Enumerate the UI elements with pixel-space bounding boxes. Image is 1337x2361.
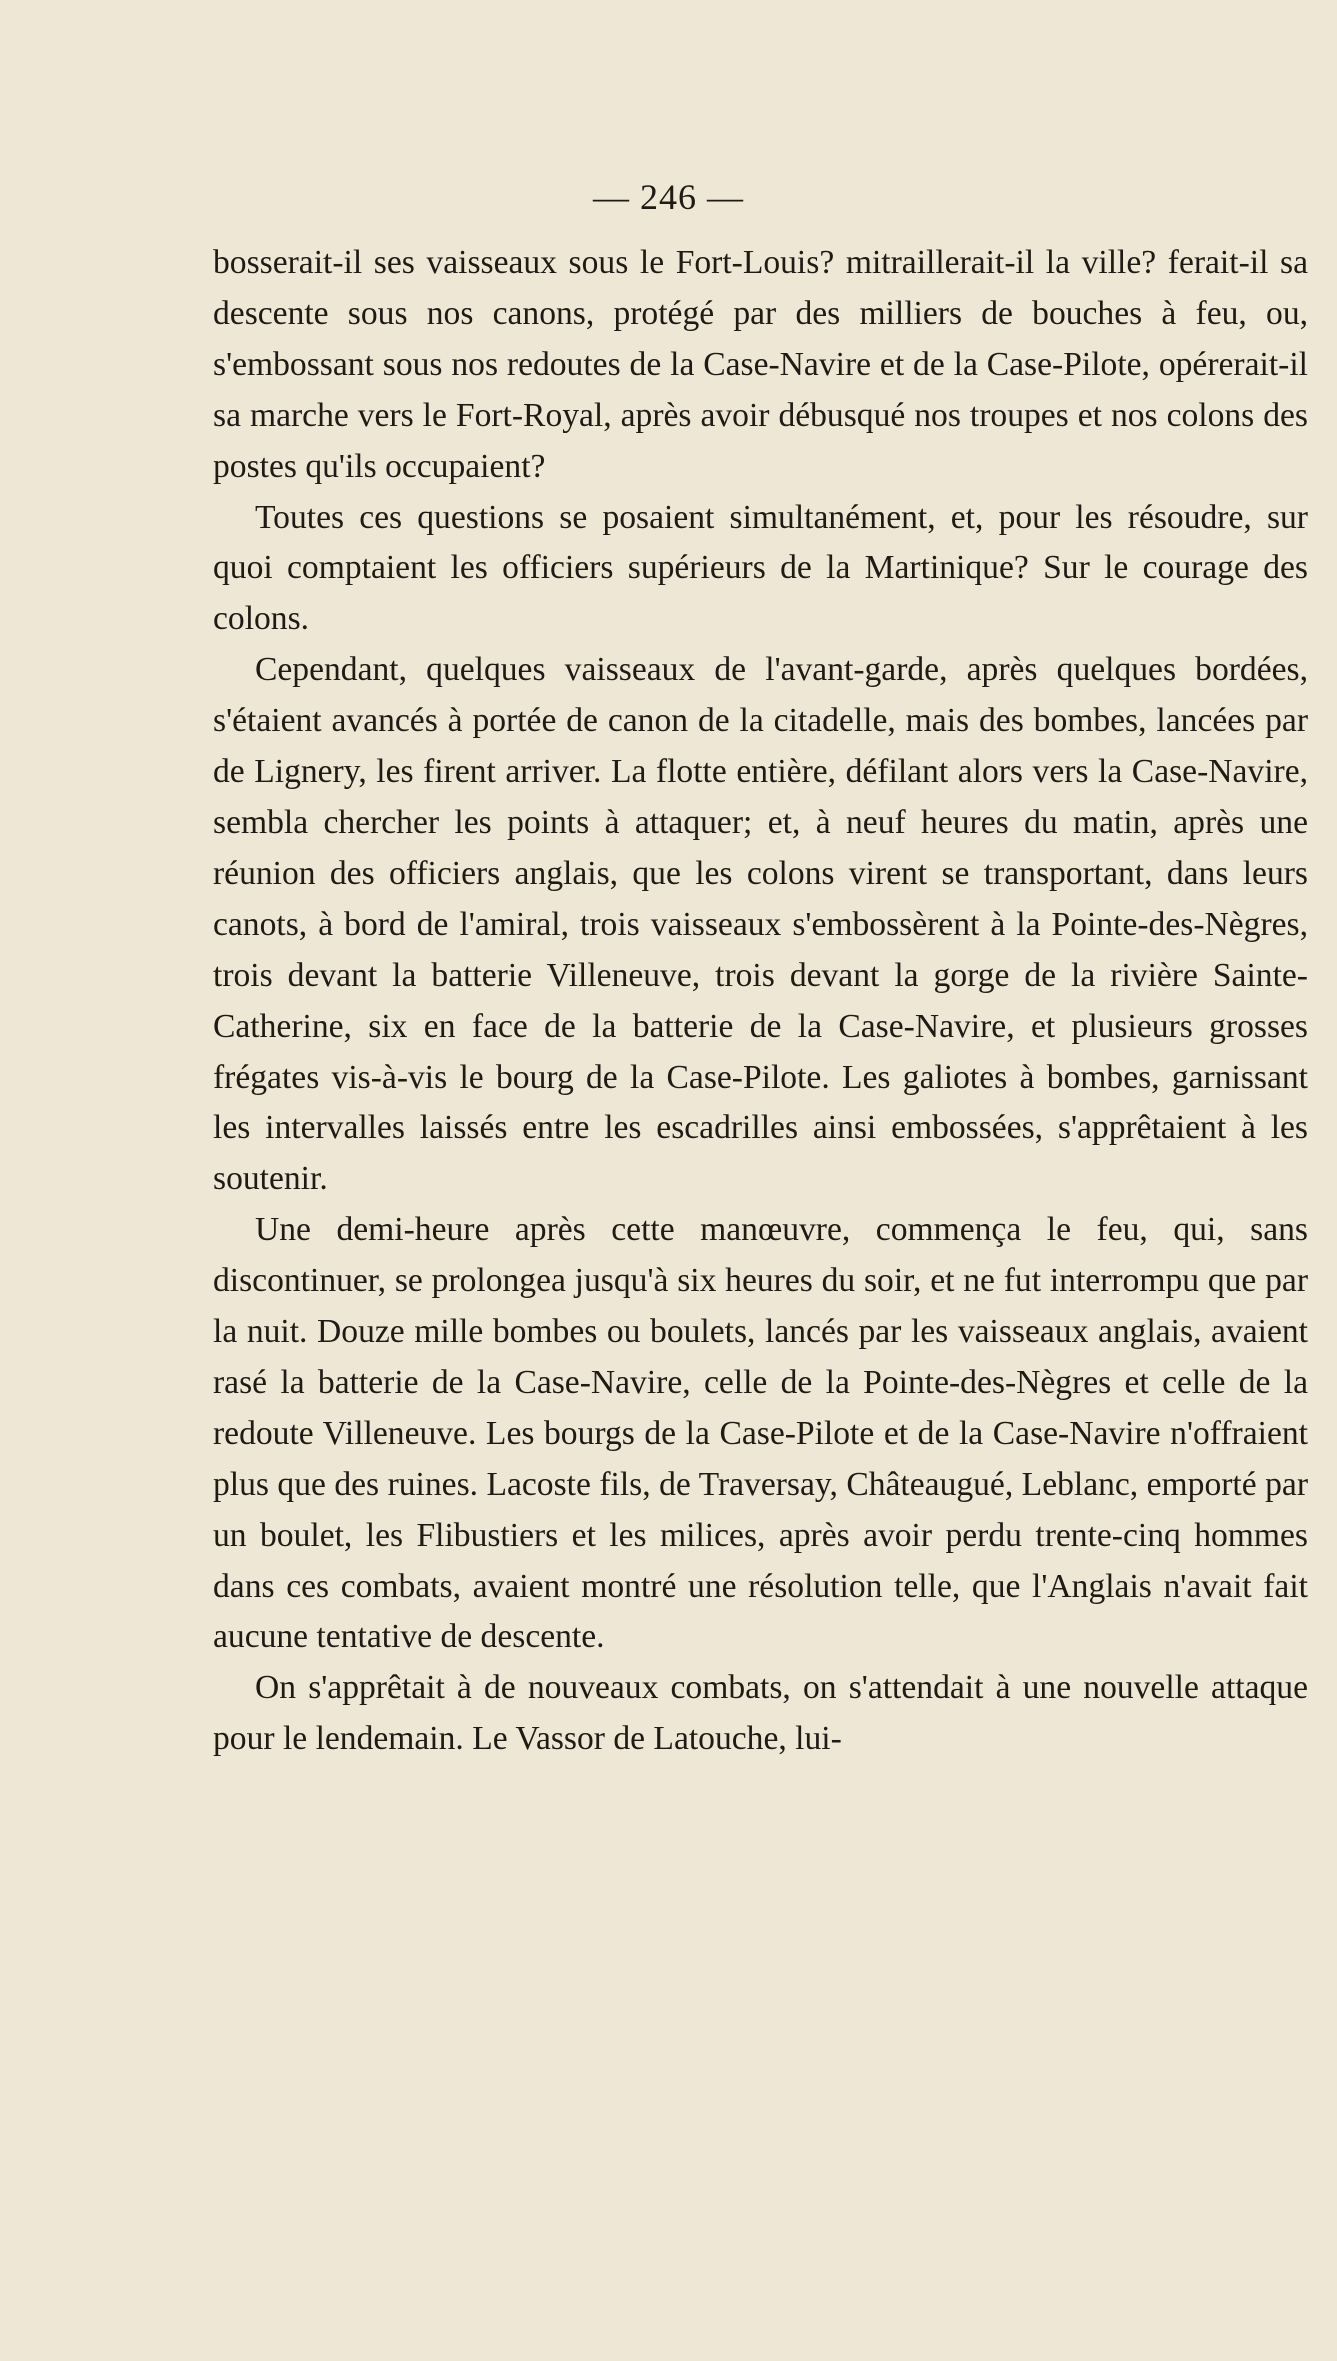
paragraph-3: Cependant, quelques vaisseaux de l'avant-garde, après quelques bordées, s'étaient avancés à portée de canon de la citadelle, mais des bombes, lancées par de Lignery, les firent arriver. La flotte entière, défilant alors vers la Case-Navire, sembla chercher les points à attaquer; et, à neuf heures du matin, après une réunion des officiers anglais, que les colons virent se transportant, dans leurs canots, à bord de l'amiral, trois vaisseaux s'embossèrent à la Pointe-des-Nègres, trois devant la batterie Villeneuve, trois devant la gorge de la rivière Sainte-Catherine, six en face de la batterie de la Case-Navire, et plusieurs grosses frégates vis-à-vis le bourg de la Case-Pilote. Les galiotes à bombes, garnissant les intervalles laissés entre les escadrilles ainsi embossées, s'apprêtaient à les soutenir. [213,651,1308,1198]
paragraph-2: Toutes ces questions se posaient simultanément, et, pour les résoudre, sur quoi comptaient les officiers supérieurs de la Martinique? Sur le courage des colons. [213,498,1308,638]
paragraph-1: bosserait-il ses vaisseaux sous le Fort-Louis? mitraillerait-il la ville? ferait-il sa descente sous nos canons, protégé par des milliers de bouches à feu, ou, s'embossant sous nos redoutes de la Case-Navire et de la Case-Pilote, opérerait-il sa marche vers le Fort-Royal, après avoir débusqué nos troupes et nos colons des postes qu'ils occupaient? [213,244,1308,485]
paragraph-5: On s'apprêtait à de nouveaux combats, on s'attendait à une nouvelle attaque pour le lendemain. Le Vassor de Latouche, lui- [213,1669,1308,1758]
body-text [213,238,1308,1765]
page-number: — 246 — [593,177,744,217]
paragraph-4: Une demi-heure après cette manœuvre, commença le feu, qui, sans discontinuer, se prolongea jusqu'à six heures du soir, et ne fut interrompu que par la nuit. Douze mille bombes ou boulets, lancés par les vaisseaux anglais, avaient rasé la batterie de la Case-Navire, celle de la Pointe-des-Nègres et celle de la redoute Villeneuve. Les bourgs de la Case-Pilote et de la Case-Navire n'offraient plus que des ruines. Lacoste fils, de Traversay, Châteaugué, Leblanc, emporté par un boulet, les Flibustiers et les milices, après avoir perdu trente-cinq hommes dans ces combats, avaient montré une résolution telle, que l'Anglais n'avait fait aucune tentative de descente. [213,1211,1308,1656]
